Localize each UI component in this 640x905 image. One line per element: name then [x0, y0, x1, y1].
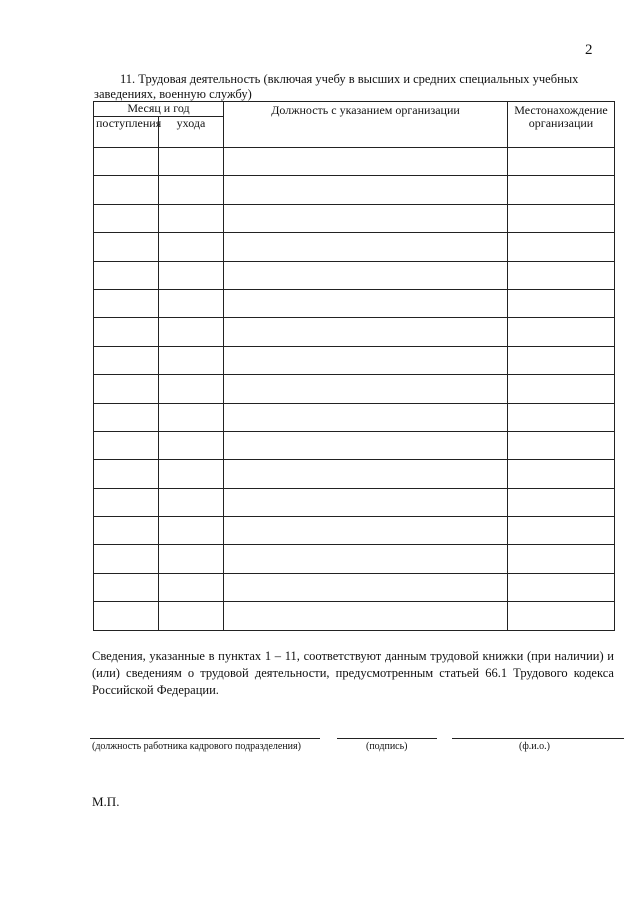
section-heading-line1: 11. Трудовая деятельность (включая учебу в высших и средних специальных учебных — [120, 72, 579, 86]
work-history-table — [93, 101, 615, 631]
end-date-cell[interactable] — [159, 375, 224, 403]
end-date-cell[interactable] — [159, 233, 224, 261]
location-cell[interactable] — [508, 573, 615, 601]
position-cell[interactable] — [224, 403, 508, 431]
table-row — [94, 431, 615, 459]
start-date-cell[interactable] — [94, 346, 159, 374]
start-date-cell[interactable] — [94, 403, 159, 431]
end-date-cell[interactable] — [159, 545, 224, 573]
position-cell[interactable] — [224, 545, 508, 573]
position-cell[interactable] — [224, 517, 508, 545]
name-signature-line[interactable] — [452, 738, 624, 739]
position-cell[interactable] — [224, 261, 508, 289]
position-cell[interactable] — [224, 318, 508, 346]
end-date-cell[interactable] — [159, 176, 224, 204]
location-cell[interactable] — [508, 375, 615, 403]
start-date-cell[interactable] — [94, 148, 159, 176]
position-cell[interactable] — [224, 233, 508, 261]
end-date-cell[interactable] — [159, 261, 224, 289]
start-date-cell[interactable] — [94, 289, 159, 317]
location-cell[interactable] — [508, 233, 615, 261]
section-heading-line2: заведениях, военную службу) — [94, 87, 252, 101]
location-cell[interactable] — [508, 204, 615, 232]
location-cell[interactable] — [508, 176, 615, 204]
end-date-cell[interactable] — [159, 460, 224, 488]
location-cell[interactable] — [508, 488, 615, 516]
header-start: поступления — [94, 117, 159, 148]
table-row — [94, 318, 615, 346]
position-cell[interactable] — [224, 602, 508, 630]
section-heading — [94, 72, 614, 102]
table-row — [94, 460, 615, 488]
start-date-cell[interactable] — [94, 176, 159, 204]
location-cell[interactable] — [508, 346, 615, 374]
start-date-cell[interactable] — [94, 545, 159, 573]
location-cell[interactable] — [508, 431, 615, 459]
end-date-cell[interactable] — [159, 403, 224, 431]
position-cell[interactable] — [224, 148, 508, 176]
table-row — [94, 602, 615, 630]
table-row — [94, 488, 615, 516]
end-date-cell[interactable] — [159, 204, 224, 232]
location-cell[interactable] — [508, 460, 615, 488]
start-date-cell[interactable] — [94, 488, 159, 516]
location-cell[interactable] — [508, 517, 615, 545]
position-cell[interactable] — [224, 573, 508, 601]
end-date-cell[interactable] — [159, 488, 224, 516]
table-row — [94, 204, 615, 232]
header-month-year: Месяц и год — [94, 102, 224, 117]
page-number: 2 — [585, 42, 593, 58]
end-date-cell[interactable] — [159, 148, 224, 176]
header-end: ухода — [159, 117, 224, 148]
table-row — [94, 545, 615, 573]
location-cell[interactable] — [508, 289, 615, 317]
start-date-cell[interactable] — [94, 517, 159, 545]
table-row — [94, 403, 615, 431]
table-row — [94, 517, 615, 545]
end-date-cell[interactable] — [159, 573, 224, 601]
table-row — [94, 289, 615, 317]
start-date-cell[interactable] — [94, 431, 159, 459]
end-date-cell[interactable] — [159, 318, 224, 346]
statement-paragraph: Сведения, указанные в пунктах 1 – 11, соответствуют данным трудовой книжки (при наличии) и (или) сведениям о трудовой деятельности, предусмотренным статьей 66.1 Трудового кодекса Российской Федерации. — [92, 649, 614, 697]
table-row — [94, 261, 615, 289]
position-cell[interactable] — [224, 176, 508, 204]
table-row — [94, 375, 615, 403]
start-date-cell[interactable] — [94, 261, 159, 289]
start-date-cell[interactable] — [94, 204, 159, 232]
start-date-cell[interactable] — [94, 460, 159, 488]
location-cell[interactable] — [508, 148, 615, 176]
position-cell[interactable] — [224, 204, 508, 232]
table-row — [94, 346, 615, 374]
start-date-cell[interactable] — [94, 573, 159, 601]
location-cell[interactable] — [508, 318, 615, 346]
signature-line[interactable] — [337, 738, 437, 739]
end-date-cell[interactable] — [159, 431, 224, 459]
name-caption: (ф.и.о.) — [519, 741, 550, 752]
signature-caption: (подпись) — [366, 741, 408, 752]
location-cell[interactable] — [508, 261, 615, 289]
location-cell[interactable] — [508, 403, 615, 431]
end-date-cell[interactable] — [159, 602, 224, 630]
position-cell[interactable] — [224, 460, 508, 488]
position-caption: (должность работника кадрового подразделения) — [92, 741, 301, 752]
position-cell[interactable] — [224, 375, 508, 403]
position-cell[interactable] — [224, 488, 508, 516]
table-row — [94, 233, 615, 261]
table-row — [94, 148, 615, 176]
position-cell[interactable] — [224, 431, 508, 459]
location-cell[interactable] — [508, 602, 615, 630]
end-date-cell[interactable] — [159, 517, 224, 545]
start-date-cell[interactable] — [94, 602, 159, 630]
start-date-cell[interactable] — [94, 233, 159, 261]
position-cell[interactable] — [224, 289, 508, 317]
position-signature-line[interactable] — [90, 738, 320, 739]
table-row — [94, 573, 615, 601]
end-date-cell[interactable] — [159, 346, 224, 374]
start-date-cell[interactable] — [94, 375, 159, 403]
stamp-mark: М.П. — [92, 794, 120, 809]
table-row — [94, 176, 615, 204]
end-date-cell[interactable] — [159, 289, 224, 317]
header-location: Местонахождение организации — [508, 102, 615, 148]
location-cell[interactable] — [508, 545, 615, 573]
start-date-cell[interactable] — [94, 318, 159, 346]
position-cell[interactable] — [224, 346, 508, 374]
header-position: Должность с указанием организации — [224, 102, 508, 148]
